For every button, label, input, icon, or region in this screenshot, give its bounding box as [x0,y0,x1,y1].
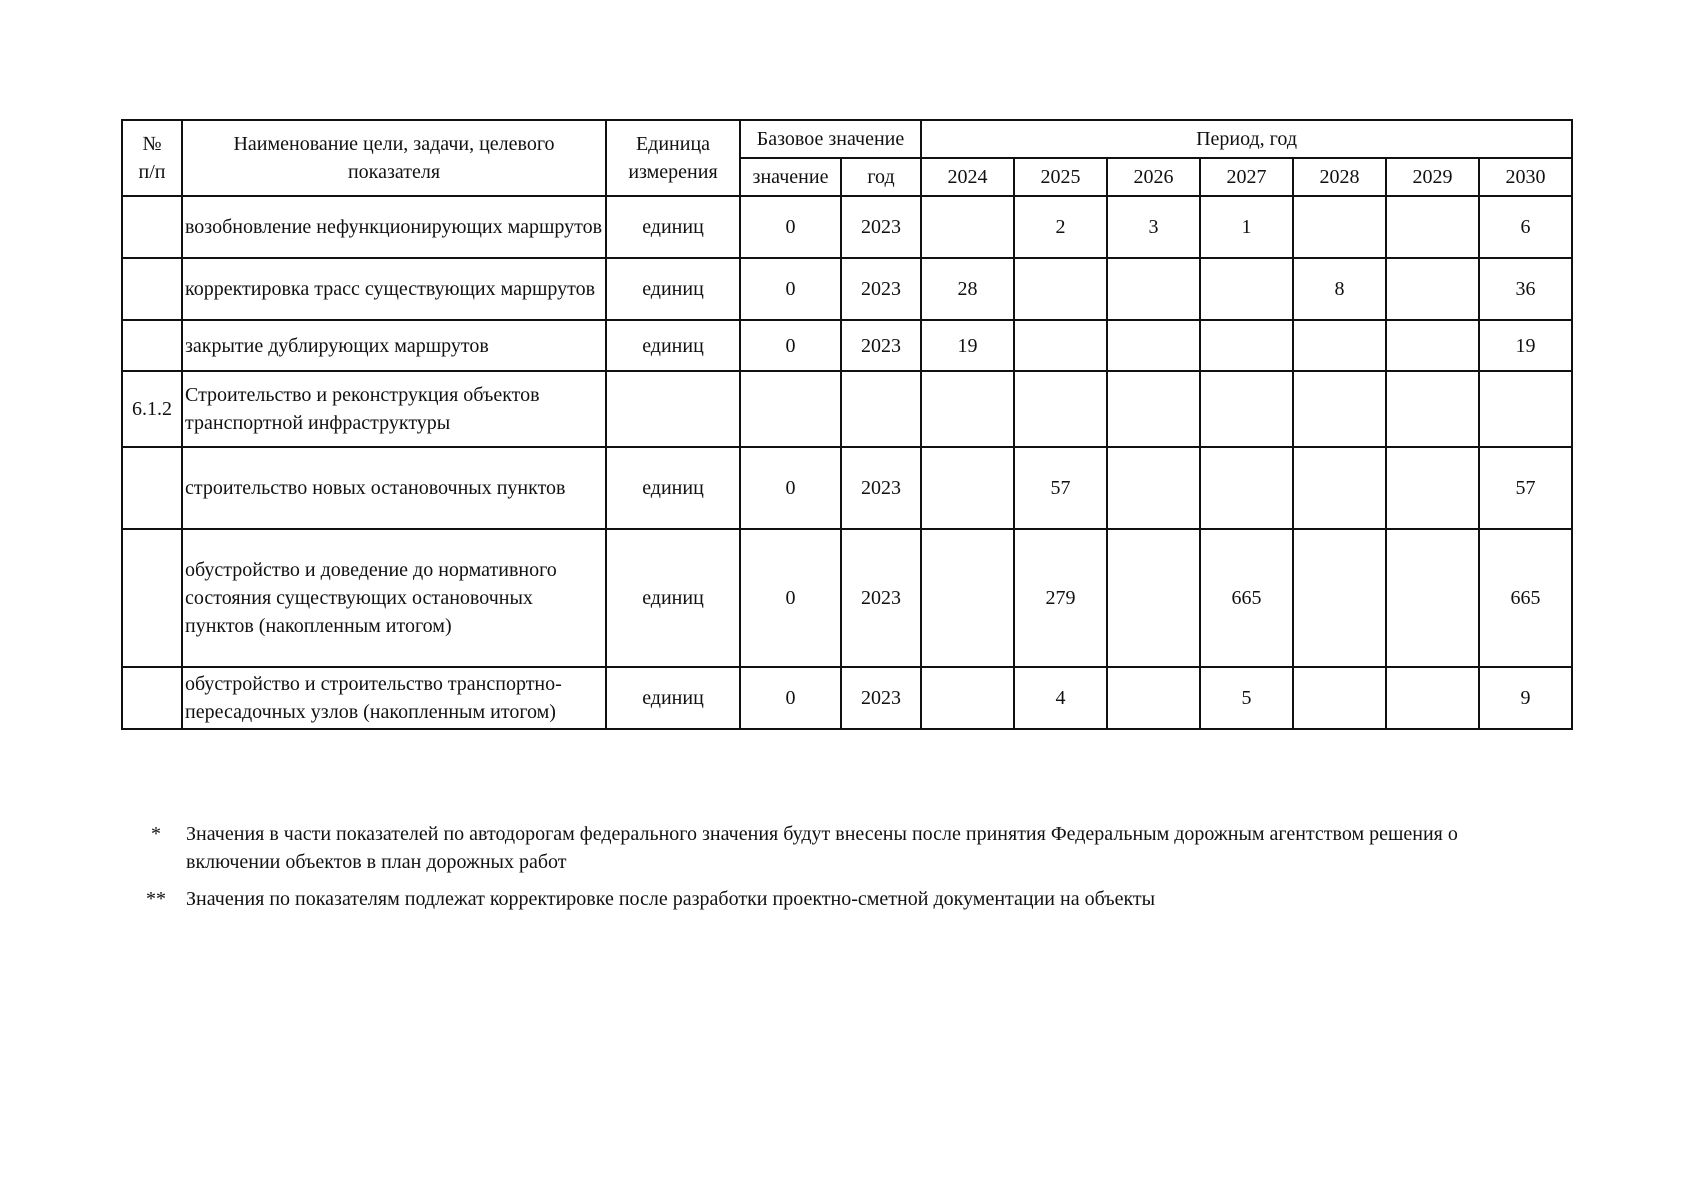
row-year-value-cell [1386,196,1479,258]
footnote-mark: ** [146,888,166,910]
row-year-value-cell [921,447,1014,529]
header-period-group: Период, год [921,120,1572,158]
row-year-value-cell: 6 [1479,196,1572,258]
row-year-value-cell [1293,196,1386,258]
header-unit: Единица измерения [606,120,740,196]
row-year-value-cell [1386,371,1479,447]
row-unit-cell: единиц [606,258,740,320]
row-year-value-cell [1014,320,1107,371]
row-name-cell: строительство новых остановочных пунктов [182,447,606,529]
header-year: 2027 [1200,158,1293,196]
row-year-value-cell [1293,371,1386,447]
row-base-year-cell: 2023 [841,667,921,729]
row-year-value-cell: 19 [1479,320,1572,371]
table-row [122,196,1572,258]
header-base-group: Базовое значение [740,120,921,158]
row-year-value-cell [1107,667,1200,729]
row-name-cell: закрытие дублирующих маршрутов [182,320,606,371]
row-base-value-cell: 0 [740,529,841,667]
row-year-value-cell: 279 [1014,529,1107,667]
row-number-cell [122,196,182,258]
row-unit-cell: единиц [606,320,740,371]
row-year-value-cell: 36 [1479,258,1572,320]
row-year-value-cell: 28 [921,258,1014,320]
row-year-value-cell [1293,529,1386,667]
row-year-value-cell [1386,258,1479,320]
row-base-value-cell: 0 [740,196,841,258]
table-row [122,320,1572,371]
header-year: 2030 [1479,158,1572,196]
row-year-value-cell [1107,258,1200,320]
row-year-value-cell: 57 [1479,447,1572,529]
footnote-mark: * [151,823,161,845]
row-year-value-cell [1479,371,1572,447]
row-year-value-cell [1014,371,1107,447]
footnote [138,885,1538,913]
row-name-cell: обустройство и доведение до нормативного состояния существующих остановочных пунктов (накопленным итогом) [182,529,606,667]
row-year-value-cell [1200,371,1293,447]
row-base-year-cell [841,371,921,447]
row-year-value-cell [1293,320,1386,371]
indicators-table [121,119,1573,730]
row-base-value-cell [740,371,841,447]
row-year-value-cell: 665 [1479,529,1572,667]
row-year-value-cell: 2 [1014,196,1107,258]
row-year-value-cell [1107,447,1200,529]
row-year-value-cell [1200,320,1293,371]
row-unit-cell: единиц [606,667,740,729]
row-year-value-cell: 19 [921,320,1014,371]
row-unit-cell: единиц [606,196,740,258]
row-number-cell [122,447,182,529]
row-name-cell: корректировка трасс существующих маршрутов [182,258,606,320]
row-unit-cell: единиц [606,447,740,529]
table-row [122,447,1572,529]
header-year: 2024 [921,158,1014,196]
row-year-value-cell [1107,529,1200,667]
row-year-value-cell [1386,320,1479,371]
row-base-value-cell: 0 [740,320,841,371]
row-base-year-cell: 2023 [841,447,921,529]
row-year-value-cell [921,529,1014,667]
table-row [122,667,1572,729]
row-number-cell [122,667,182,729]
row-base-value-cell: 0 [740,447,841,529]
header-number: № п/п [122,120,182,196]
table-row [122,258,1572,320]
row-unit-cell [606,371,740,447]
header-year: 2029 [1386,158,1479,196]
row-number-cell: 6.1.2 [122,371,182,447]
row-base-year-cell: 2023 [841,196,921,258]
row-number-cell [122,320,182,371]
header-year: 2028 [1293,158,1386,196]
row-year-value-cell: 1 [1200,196,1293,258]
row-year-value-cell [921,371,1014,447]
row-year-value-cell: 665 [1200,529,1293,667]
row-base-value-cell: 0 [740,667,841,729]
header-base-value: значение [740,158,841,196]
row-base-year-cell: 2023 [841,258,921,320]
row-name-cell: Строительство и реконструкция объектов транспортной инфраструктуры [182,371,606,447]
table-row [122,371,1572,447]
table-row [122,529,1572,667]
row-number-cell [122,258,182,320]
header-row-top [122,120,1572,158]
footnote-text: Значения в части показателей по автодорогам федерального значения будут внесены после принятия Федеральным дорожным агентством решения о включении объектов в план дорожных работ [186,823,1458,873]
row-year-value-cell [1200,258,1293,320]
row-year-value-cell [1107,371,1200,447]
footnotes [138,820,1538,922]
footnote [138,820,1538,876]
row-year-value-cell [1293,447,1386,529]
row-base-value-cell: 0 [740,258,841,320]
row-year-value-cell: 9 [1479,667,1572,729]
row-year-value-cell [1293,667,1386,729]
row-year-value-cell [1386,529,1479,667]
row-year-value-cell [1107,320,1200,371]
row-year-value-cell [921,196,1014,258]
footnote-text: Значения по показателям подлежат корректировке после разработки проектно-сметной документации на объекты [186,888,1156,910]
row-unit-cell: единиц [606,529,740,667]
row-base-year-cell: 2023 [841,529,921,667]
row-number-cell [122,529,182,667]
row-base-year-cell: 2023 [841,320,921,371]
row-year-value-cell: 3 [1107,196,1200,258]
row-name-cell: обустройство и строительство транспортно-пересадочных узлов (накопленным итогом) [182,667,606,729]
row-year-value-cell [1386,667,1479,729]
header-year: 2026 [1107,158,1200,196]
header-name: Наименование цели, задачи, целевого показателя [182,120,606,196]
row-year-value-cell: 4 [1014,667,1107,729]
header-year: 2025 [1014,158,1107,196]
row-year-value-cell [921,667,1014,729]
row-name-cell: возобновление нефункционирующих маршрутов [182,196,606,258]
row-year-value-cell [1014,258,1107,320]
row-year-value-cell: 5 [1200,667,1293,729]
table-body [122,196,1572,729]
header-base-year: год [841,158,921,196]
row-year-value-cell: 8 [1293,258,1386,320]
row-year-value-cell [1200,447,1293,529]
row-year-value-cell: 57 [1014,447,1107,529]
row-year-value-cell [1386,447,1479,529]
